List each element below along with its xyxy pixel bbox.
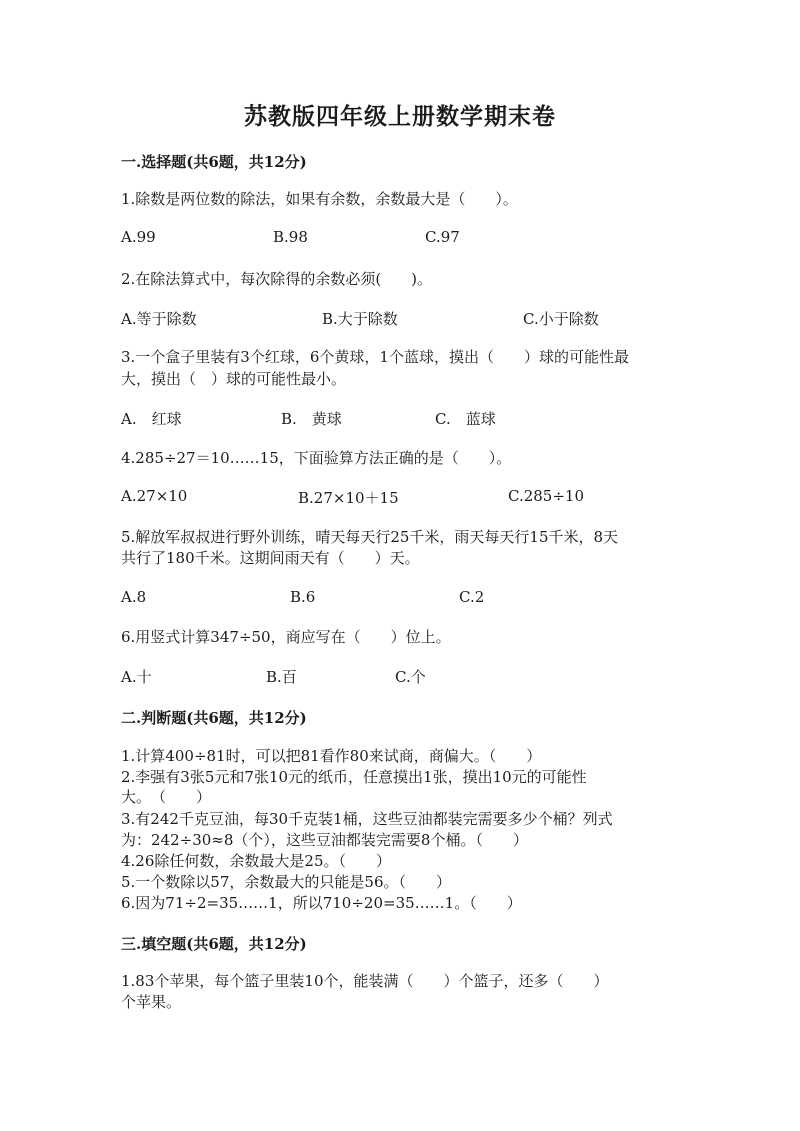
question-text: 1.除数是两位数的除法，如果有余数，余数最大是（ ）。 bbox=[121, 190, 518, 208]
option-b: B.百 bbox=[266, 668, 297, 686]
option-a: A.8 bbox=[121, 588, 147, 606]
option-c: C.个 bbox=[395, 668, 426, 686]
question-text: 2.在除法算式中，每次除得的余数必须( )。 bbox=[121, 270, 433, 288]
option-c: C.小于除数 bbox=[523, 310, 599, 328]
judgement-line: 为：242÷30≈8（个），这些豆油都装完需要8个桶。（ ） bbox=[121, 831, 528, 849]
option-a: A.27×10 bbox=[121, 487, 188, 505]
judgement-line: 3.有242千克豆油，每30千克装1桶，这些豆油都装完需要多少个桶？列式 bbox=[121, 810, 613, 828]
question-text: 3.一个盒子里装有3个红球，6个黄球，1个蓝球，摸出（ ）球的可能性最 bbox=[121, 348, 629, 366]
option-b: B. 黄球 bbox=[281, 410, 342, 428]
option-a: A.等于除数 bbox=[121, 310, 197, 328]
page-title: 苏教版四年级上册数学期末卷 bbox=[244, 103, 556, 130]
judgement-line: 1.计算400÷81时，可以把81看作80来试商，商偏大。（ ） bbox=[121, 747, 542, 765]
question-text: 4.285÷27＝10……15，下面验算方法正确的是（ ）。 bbox=[121, 449, 512, 467]
section-heading-choice: 一.选择题(共6题，共12分) bbox=[121, 153, 307, 171]
section-heading-fill: 三.填空题(共6题，共12分) bbox=[121, 935, 307, 953]
section-heading-judgement: 二.判断题(共6题，共12分) bbox=[121, 709, 307, 727]
question-text: 5.解放军叔叔进行野外训练，晴天每天行25千米，雨天每天行15千米，8天 bbox=[121, 528, 619, 546]
option-c: C. 蓝球 bbox=[435, 410, 496, 428]
fill-line: 个苹果。 bbox=[121, 993, 182, 1011]
question-text: 大，摸出（ ）球的可能性最小。 bbox=[121, 370, 347, 388]
option-c: C.2 bbox=[459, 588, 485, 606]
option-b: B.98 bbox=[273, 228, 308, 246]
judgement-line: 大。 （ ） bbox=[121, 788, 212, 806]
fill-line: 1.83个苹果，每个篮子里装10个，能装满（ ）个篮子，还多（ ） bbox=[121, 972, 609, 990]
option-c: C.97 bbox=[425, 228, 460, 246]
option-b: B.大于除数 bbox=[322, 310, 398, 328]
option-b: B.27×10＋15 bbox=[298, 489, 399, 507]
option-a: A.99 bbox=[121, 228, 156, 246]
option-c: C.285÷10 bbox=[508, 487, 584, 505]
judgement-line: 6.因为71÷2=35……1，所以710÷20=35……1。（ ） bbox=[121, 894, 522, 912]
option-a: A.十 bbox=[121, 668, 152, 686]
judgement-line: 5.一个数除以57，余数最大的只能是56。（ ） bbox=[121, 873, 451, 891]
judgement-line: 2.李强有3张5元和7张10元的纸币，任意摸出1张，摸出10元的可能性 bbox=[121, 768, 587, 786]
question-text: 共行了180千米。这期间雨天有（ ）天。 bbox=[121, 549, 420, 567]
option-a: A. 红球 bbox=[121, 410, 182, 428]
option-b: B.6 bbox=[290, 588, 316, 606]
question-text: 6.用竖式计算347÷50，商应写在（ ）位上。 bbox=[121, 628, 451, 646]
judgement-line: 4.26除任何数，余数最大是25。（ ） bbox=[121, 852, 391, 870]
